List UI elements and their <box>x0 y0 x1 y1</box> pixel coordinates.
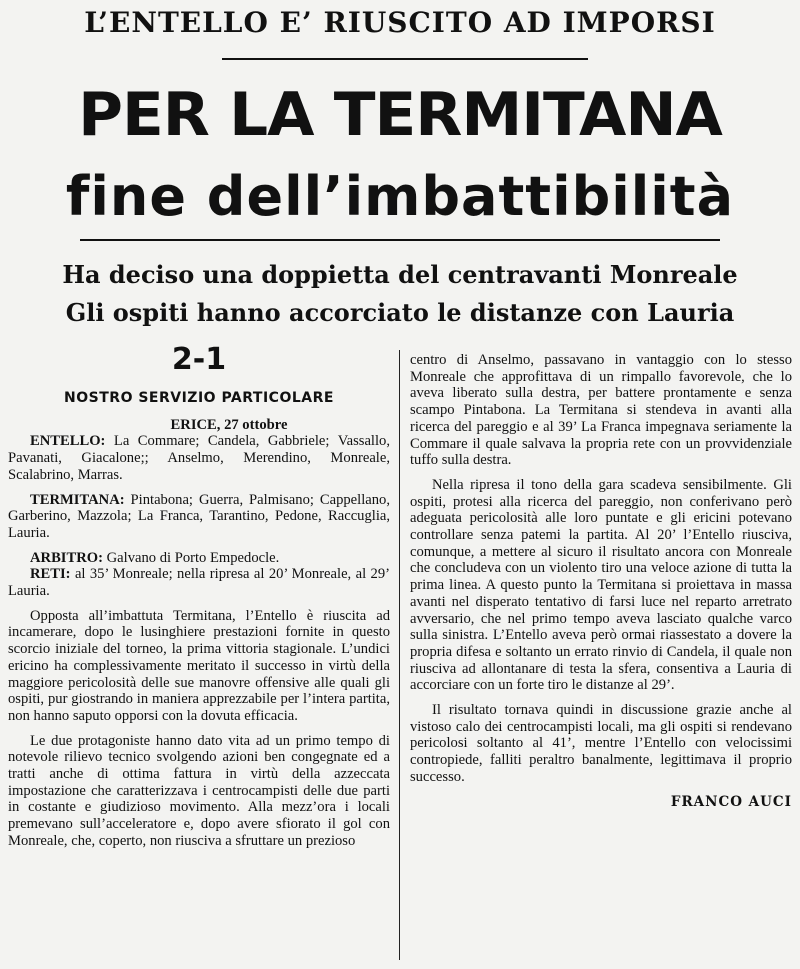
referee-label: ARBITRO: <box>30 549 103 566</box>
article-column-right <box>410 352 792 810</box>
lineup-entello-text: La Commare; Candela, Gabbriele; Vassallo, Pavanati, Giacalone;; Anselmo, Merendino, Monreale, Scalabrino, Marras. <box>8 433 390 483</box>
match-score: 2-1 <box>171 342 227 377</box>
main-headline-line1: PER LA TERMITANA <box>78 80 722 150</box>
main-headline-line2: fine dell’imbattibilità <box>65 165 735 228</box>
referee-text: Galvano di Porto Empedocle. <box>102 549 280 566</box>
article-paragraph: Il risultato tornava quindi in discussione grazie anche al vistoso calo dei centrocampisti locali, ma gli ospiti si rendevano pericolosi soltanto al 41’, mentre l’Entello con velocissimi contropiede, falliti peraltro banalmente, legittimava il proprio successo. <box>410 702 792 785</box>
service-label: NOSTRO SERVIZIO PARTICOLARE <box>64 390 334 406</box>
lineup-termitana-label: TERMITANA: <box>30 491 125 508</box>
article-paragraph: Opposta all’imbattuta Termitana, l’Entello è riuscita ad incamerare, dopo le lusinghiere prestazioni fornite in questo scorcio iniziale del torneo, la prima vittoria stagionale. L’undici ericino ha complessivamente meritato il successo in virtù della maggiore pericolosità delle sue manovre offensive alle quali gli ospiti, pur giostrando in maniera apprezzabile per l’intera partita, non hanno saputo opporsi con la dovuta efficacia. <box>8 607 390 724</box>
lineup-termitana-text: Pintabona; Guerra, Palmisano; Cappellano, Garberino, Mazzola; La Franca, Tarantino, Pedone, Raccuglia, Lauria. <box>8 491 390 541</box>
goals-text: al 35’ Monreale; nella ripresa al 20’ Monreale, al 29’ Lauria. <box>8 566 390 600</box>
lineup-termitana <box>8 492 390 542</box>
dateline: ERICE, 27 ottobre <box>170 416 288 433</box>
subheadline-2: Gli ospiti hanno accorciato le distanze con Lauria <box>65 298 735 327</box>
article-column-left <box>8 340 390 850</box>
article-paragraph: Le due protagoniste hanno dato vita ad un primo tempo di notevole rilievo tecnico svolgendo azioni ben congegnate ed a tratti anche di ottima fattura in virtù della azzeccata impostazione che caratterizzava i centrocampisti delle due parti in costante e giudizioso movimento. Alla mezz’ora i locali premevano sull’acceleratore e, dopo avere sfiorato il gol con Monreale, che, coperto, non riusciva a sfruttare un prezioso <box>8 732 390 849</box>
article-paragraph: centro di Anselmo, passavano in vantaggio con lo stesso Monreale che approfittava di un rimpallo favorevole, che lo aveva liberato sulla destra, per battere prontamente e senza scampo Pintabona. La Termitana si stendeva in avanti alla ricerca del pareggio e al 39’ La Franca impegnava seriamente la Commare il quale salvava la propria rete con un provvidenziale tuffo sulla destra. <box>410 352 792 469</box>
column-divider <box>399 350 400 960</box>
goals-label: RETI: <box>30 566 71 583</box>
goals <box>8 566 390 599</box>
article-paragraph: Nella ripresa il tono della gara scadeva sensibilmente. Gli ospiti, protesi alla ricerca del pareggio, non conferivano però adeguata pericolosità alle loro puntate e gli ericini potevano controllare senza patemi la partita. Al 20’ l’Entello riusciva, comunque, a mettere al sicuro il risultato ancora con Monreale che concludeva con un violento tiro una veloce azione di tutta la prima linea. A questo punto la Termitana si proiettava in massa avanti nel disperato tentativo di farsi luce nel reparto arretrato avversario, che nel primo tempo aveva lasciato qualche varco sulla sinistra. L’Entello aveva però ormai riassestato a dovere la propria difesa e soltanto un errato rinvio di Candela, il quale non riusciva ad allontanare di testa la sfera, consentiva a Lauria di accorciare con un forte tiro le distanze al 29’. <box>410 476 792 694</box>
kicker-rule <box>222 58 588 60</box>
author-signature: FRANCO AUCI <box>670 793 792 810</box>
lineup-entello <box>8 433 390 483</box>
kicker-headline: L’ENTELLO E’ RIUSCITO AD IMPORSI <box>84 6 716 39</box>
headline-rule <box>80 239 720 241</box>
referee <box>8 550 390 567</box>
lineup-entello-label: ENTELLO: <box>30 433 106 450</box>
subheadline-1: Ha deciso una doppietta del centravanti Monreale <box>62 260 738 289</box>
